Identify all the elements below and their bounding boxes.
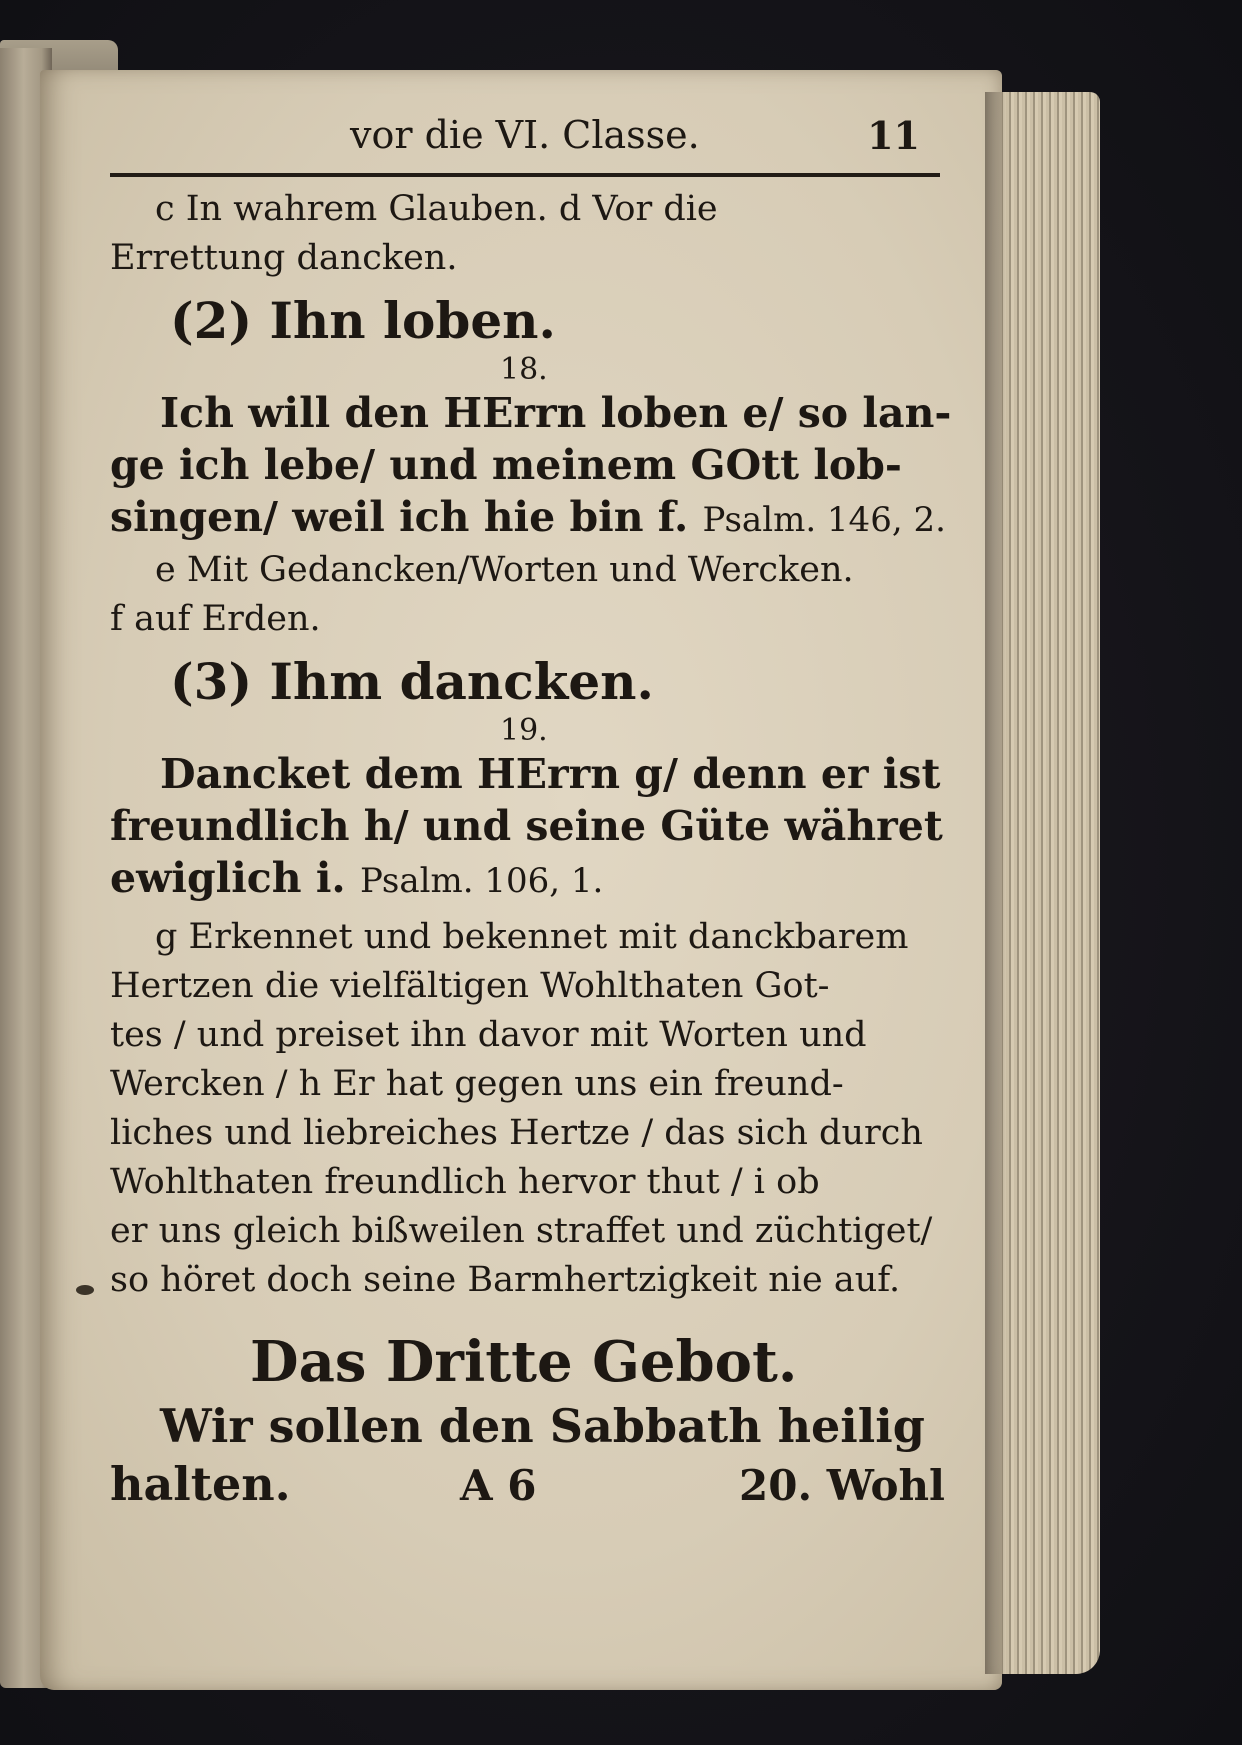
body-line: ge ich lebe/ und meinem GOtt lob-: [110, 441, 902, 489]
footnote-line: f auf Erden.: [110, 599, 321, 639]
subheading: (2) Ihn loben.: [170, 291, 556, 350]
running-title: vor die VI. Classe.: [350, 113, 700, 157]
commandment-line: Wir sollen den Sabbath heilig: [160, 1399, 925, 1453]
commandment-line: halten.: [110, 1457, 291, 1511]
body-line: [110, 491, 946, 546]
psalm-citation: Psalm. 146, 2.: [702, 500, 946, 540]
body-line: [110, 852, 940, 907]
footnote-line: g Erkennet und bekennet mit danckbarem: [155, 917, 909, 957]
section-title: Das Dritte Gebot.: [250, 1329, 798, 1395]
footnote-line: Hertzen die vielfältigen Wohlthaten Got-: [110, 966, 830, 1006]
running-header: [110, 105, 940, 177]
subheading: (3) Ihm dancken.: [170, 652, 654, 711]
body-line: Dancket dem HErrn g/ denn er ist: [160, 750, 941, 798]
page-number: 11: [867, 113, 920, 158]
footnote-line: e Mit Gedancken/Worten und Wercken.: [155, 550, 854, 590]
footnote-line: Errettung dancken.: [110, 238, 458, 278]
verse-number: 19.: [500, 713, 548, 748]
body-text: singen/ weil ich hie bin f.: [110, 493, 689, 541]
binding-mark: [76, 1285, 94, 1295]
footnote-line: Wohlthaten freundlich hervor thut / i ob: [110, 1162, 820, 1202]
footnote-line: er uns gleich bißweilen straffet und züchtiget/: [110, 1211, 933, 1251]
footnote-line: tes / und preiset ihn davor mit Worten und: [110, 1015, 867, 1055]
footnote-line: c In wahrem Glauben. d Vor die: [155, 189, 718, 229]
body-text: ewiglich i.: [110, 854, 346, 902]
page-text: [110, 105, 952, 1577]
body-line: Ich will den HErrn loben e/ so lan-: [160, 389, 952, 437]
catchword: 20. Wohl: [739, 1461, 945, 1510]
footnote-line: liches und liebreiches Hertze / das sich durch: [110, 1113, 923, 1153]
page-edge-shadow: [985, 92, 1007, 1674]
verse-number: 18.: [500, 352, 548, 387]
signature-mark: A 6: [460, 1461, 537, 1510]
footnote-line: so höret doch seine Barmhertzigkeit nie auf.: [110, 1260, 901, 1300]
body-line: freundlich h/ und seine Güte währet: [110, 802, 943, 850]
footnote-line: Wercken / h Er hat gegen uns ein freund-: [110, 1064, 844, 1104]
psalm-citation: Psalm. 106, 1.: [359, 861, 604, 901]
